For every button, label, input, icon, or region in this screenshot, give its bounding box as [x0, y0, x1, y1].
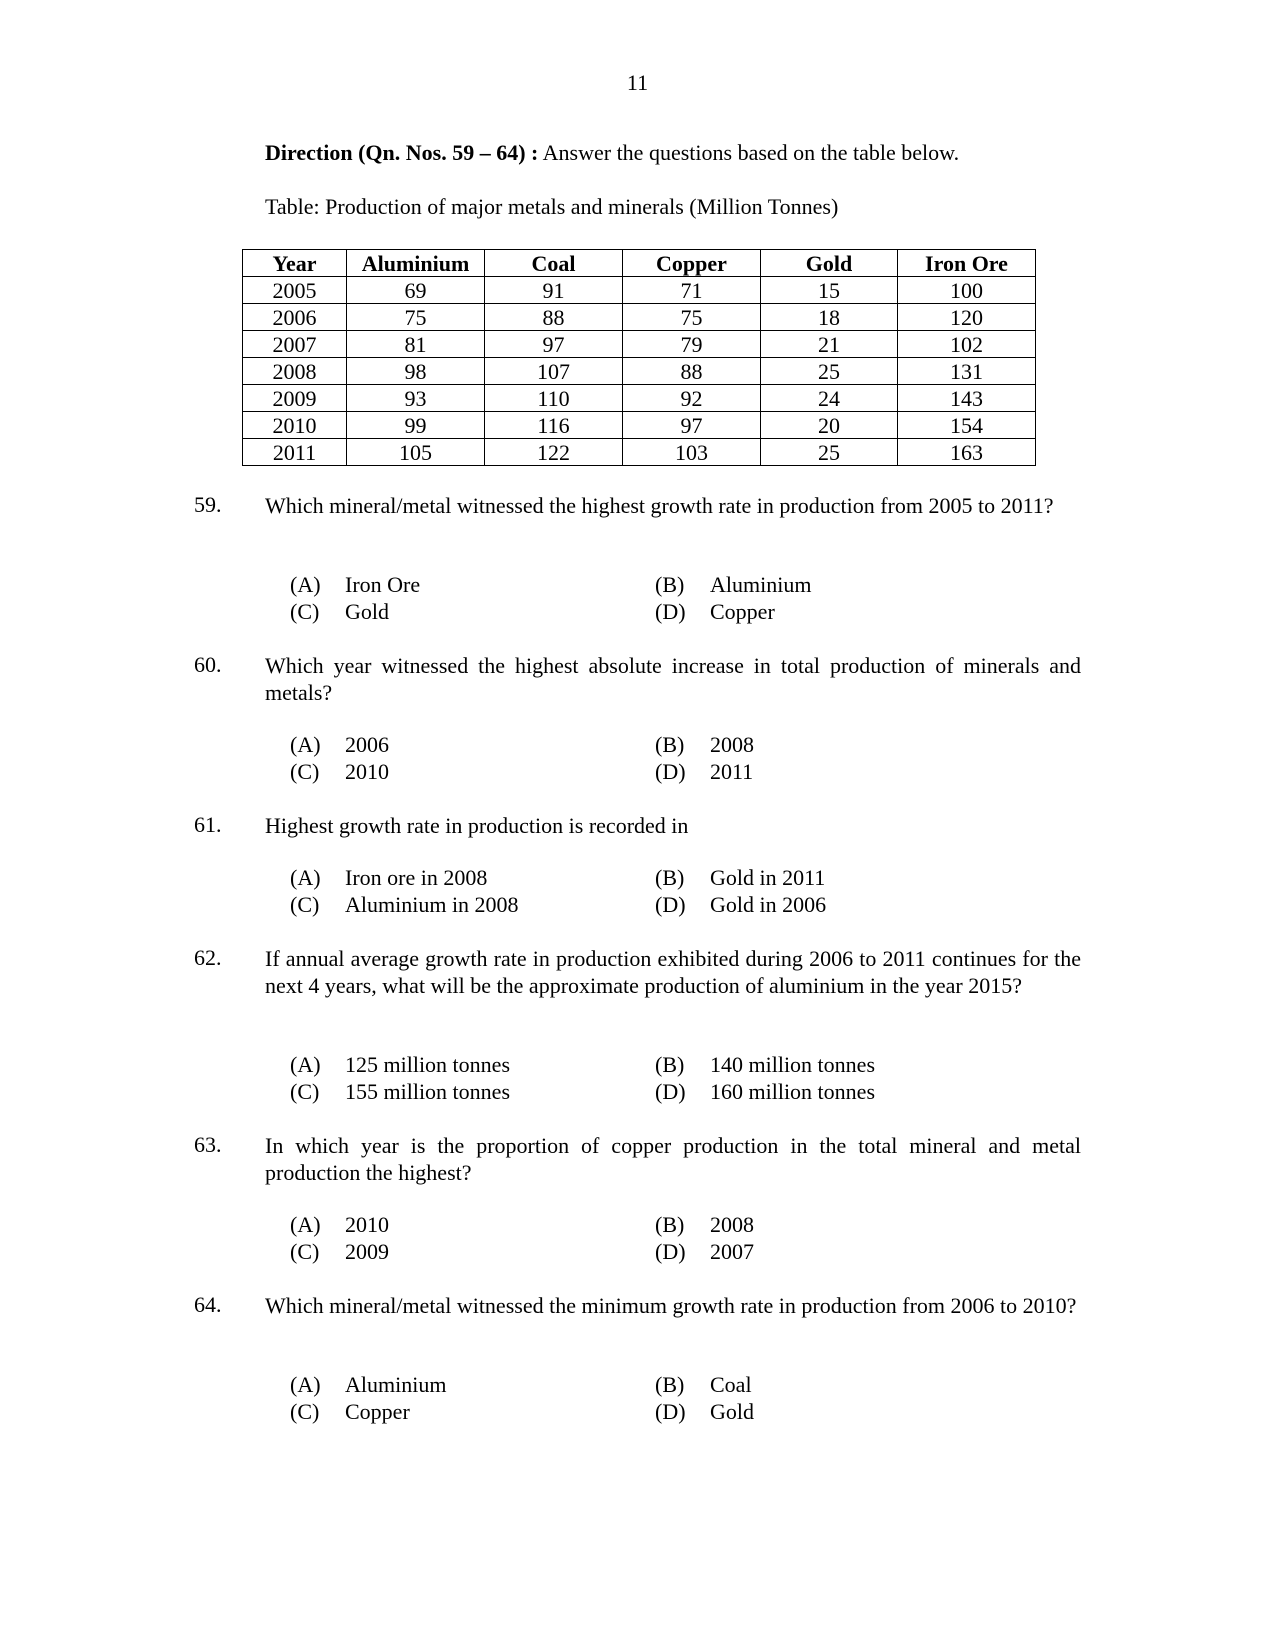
table-row	[243, 439, 1036, 466]
table-row	[243, 412, 1036, 439]
direction-label: Direction (Qn. Nos. 59 – 64) :	[265, 140, 539, 165]
option-text: 125 million tonnes	[345, 1052, 510, 1077]
option-text: Aluminium in 2008	[345, 892, 519, 917]
question-number: 63.	[194, 1132, 222, 1157]
option-label: (D)	[655, 892, 686, 917]
option-label: (C)	[290, 759, 320, 784]
header-gold: Gold	[761, 250, 898, 277]
cell-year: 2011	[243, 439, 347, 466]
question-number: 60.	[194, 652, 222, 677]
option-text: Gold	[710, 1399, 754, 1424]
cell-gold: 18	[761, 304, 898, 331]
table-row	[243, 277, 1036, 304]
option-label: (C)	[290, 1079, 320, 1104]
cell-iron-ore: 100	[898, 277, 1036, 304]
header-copper: Copper	[623, 250, 761, 277]
cell-copper: 92	[623, 385, 761, 412]
option-label: (C)	[290, 892, 320, 917]
page-number: 11	[626, 70, 649, 95]
option-label: (A)	[290, 572, 321, 597]
cell-year: 2009	[243, 385, 347, 412]
option-text: Gold in 2011	[710, 865, 826, 890]
cell-coal: 88	[485, 304, 623, 331]
option-text: Gold in 2006	[710, 892, 827, 917]
option-label: (B)	[655, 1372, 685, 1397]
cell-gold: 24	[761, 385, 898, 412]
cell-aluminium: 75	[347, 304, 485, 331]
option-text: Iron ore in 2008	[345, 865, 488, 890]
option-label: (A)	[290, 1372, 321, 1397]
direction-line	[265, 140, 959, 166]
question-number: 64.	[194, 1292, 222, 1317]
option-label: (C)	[290, 1399, 320, 1424]
question-text: Which year witnessed the highest absolute increase in total production of minerals and metals?	[265, 653, 1081, 705]
option-label: (A)	[290, 865, 321, 890]
cell-gold: 25	[761, 358, 898, 385]
option-text: 2006	[345, 732, 389, 757]
option-text: Aluminium	[710, 572, 812, 597]
table-row	[243, 331, 1036, 358]
cell-copper: 103	[623, 439, 761, 466]
cell-coal: 91	[485, 277, 623, 304]
cell-coal: 110	[485, 385, 623, 412]
cell-iron-ore: 102	[898, 331, 1036, 358]
cell-coal: 107	[485, 358, 623, 385]
table-row	[243, 358, 1036, 385]
option-text: Copper	[710, 599, 775, 624]
option-label: (B)	[655, 1052, 685, 1077]
option-text: 2010	[345, 759, 389, 784]
cell-year: 2005	[243, 277, 347, 304]
cell-aluminium: 98	[347, 358, 485, 385]
option-text: 2007	[710, 1239, 754, 1264]
question-text: Highest growth rate in production is recorded in	[265, 813, 689, 838]
option-text: Aluminium	[345, 1372, 447, 1397]
cell-copper: 88	[623, 358, 761, 385]
cell-aluminium: 81	[347, 331, 485, 358]
option-label: (D)	[655, 759, 686, 784]
option-text: Coal	[710, 1372, 752, 1397]
cell-gold: 21	[761, 331, 898, 358]
option-label: (D)	[655, 1399, 686, 1424]
direction-text: Answer the questions based on the table below.	[538, 140, 960, 165]
cell-copper: 79	[623, 331, 761, 358]
cell-coal: 116	[485, 412, 623, 439]
question-text: Which mineral/metal witnessed the highest growth rate in production from 2005 to 2011?	[265, 493, 1054, 518]
cell-copper: 75	[623, 304, 761, 331]
option-label: (D)	[655, 1239, 686, 1264]
option-text: Iron Ore	[345, 572, 421, 597]
cell-copper: 71	[623, 277, 761, 304]
question-number: 61.	[194, 812, 222, 837]
option-text: Gold	[345, 599, 389, 624]
table-row	[243, 304, 1036, 331]
cell-iron-ore: 120	[898, 304, 1036, 331]
question-text: If annual average growth rate in production exhibited during 2006 to 2011 continues for the next 4 years, what will be the approximate production of aluminium in the year 2015?	[265, 946, 1081, 998]
cell-year: 2006	[243, 304, 347, 331]
option-label: (C)	[290, 599, 320, 624]
option-text: Copper	[345, 1399, 410, 1424]
cell-coal: 97	[485, 331, 623, 358]
production-table	[242, 249, 1036, 466]
table-header-row	[243, 250, 1036, 277]
option-text: 155 million tonnes	[345, 1079, 510, 1104]
cell-copper: 97	[623, 412, 761, 439]
option-label: (B)	[655, 865, 685, 890]
header-aluminium: Aluminium	[347, 250, 485, 277]
cell-year: 2007	[243, 331, 347, 358]
cell-gold: 20	[761, 412, 898, 439]
cell-coal: 122	[485, 439, 623, 466]
option-text: 160 million tonnes	[710, 1079, 875, 1104]
cell-aluminium: 105	[347, 439, 485, 466]
option-label: (B)	[655, 732, 685, 757]
option-label: (A)	[290, 1212, 321, 1237]
option-label: (D)	[655, 1079, 686, 1104]
option-label: (A)	[290, 1052, 321, 1077]
question-number: 59.	[194, 492, 222, 517]
option-text: 140 million tonnes	[710, 1052, 875, 1077]
question-number: 62.	[194, 945, 222, 970]
cell-year: 2010	[243, 412, 347, 439]
header-year: Year	[243, 250, 347, 277]
option-text: 2008	[710, 732, 754, 757]
cell-iron-ore: 143	[898, 385, 1036, 412]
option-label: (A)	[290, 732, 321, 757]
option-label: (B)	[655, 1212, 685, 1237]
table-caption: Table: Production of major metals and minerals (Million Tonnes)	[265, 194, 839, 219]
question-text: Which mineral/metal witnessed the minimum growth rate in production from 2006 to 2010?	[265, 1293, 1077, 1318]
cell-year: 2008	[243, 358, 347, 385]
option-text: 2011	[710, 759, 754, 784]
question-text: In which year is the proportion of copper production in the total mineral and metal production the highest?	[265, 1133, 1081, 1185]
cell-aluminium: 69	[347, 277, 485, 304]
option-text: 2010	[345, 1212, 389, 1237]
cell-gold: 15	[761, 277, 898, 304]
option-label: (C)	[290, 1239, 320, 1264]
header-iron-ore: Iron Ore	[898, 250, 1036, 277]
option-label: (B)	[655, 572, 685, 597]
cell-gold: 25	[761, 439, 898, 466]
option-text: 2008	[710, 1212, 754, 1237]
option-text: 2009	[345, 1239, 389, 1264]
cell-iron-ore: 154	[898, 412, 1036, 439]
cell-iron-ore: 163	[898, 439, 1036, 466]
option-label: (D)	[655, 599, 686, 624]
cell-iron-ore: 131	[898, 358, 1036, 385]
table-row	[243, 385, 1036, 412]
cell-aluminium: 93	[347, 385, 485, 412]
header-coal: Coal	[485, 250, 623, 277]
cell-aluminium: 99	[347, 412, 485, 439]
